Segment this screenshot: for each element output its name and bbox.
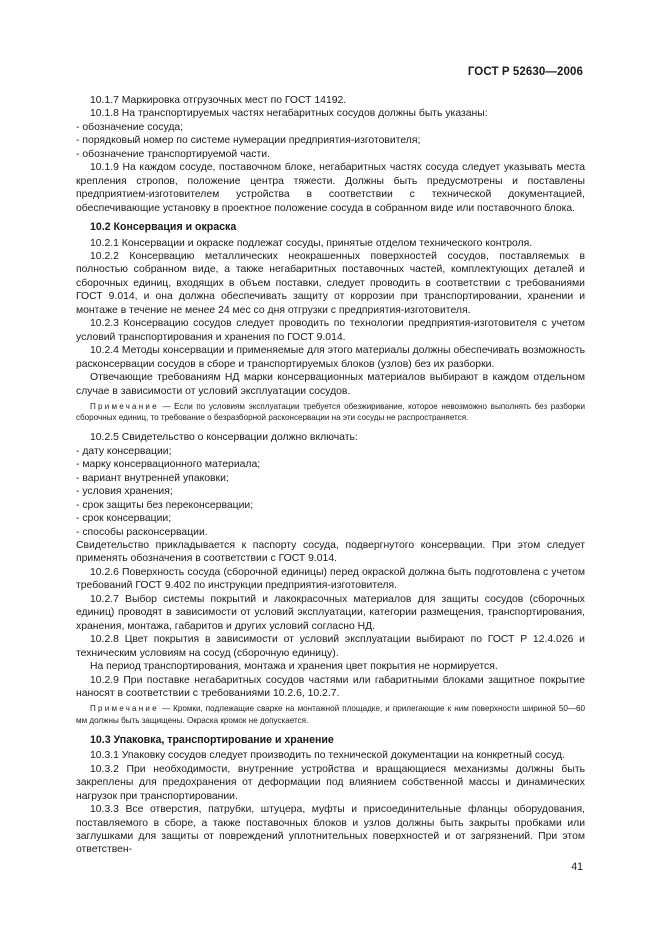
paragraph-10-2-4-cont: Отвечающие требованиям НД марки консервационных материалов выбирают в каждом отдельном случае в зависимости от условий эксплуатации сосудов. [76,372,585,397]
paragraph-10-2-3: 10.2.3 Консервацию сосудов следует проводить по технологии предприятия-изготовителя с учетом условий транспортирования и хранения по ГОСТ 9.014. [76,318,585,343]
note-text: — Кромки, подлежащие сварке на монтажной площадке, и прилегающие к ним поверхности шириной 50—60 мм должны быть защищены. Окраска кромок не допускается. [76,704,585,725]
list-item: - дату консервации; [76,445,172,457]
paragraph-10-3-2: 10.3.2 При необходимости, внутренние устройства и вращающиеся механизмы должны быть закреплены для предохранения от деформации под влиянием собственной массы и динамических нагрузок при транспортировании. [76,763,585,802]
list-item: - обозначение сосуда; [76,121,184,133]
paragraph-certificate: Свидетельство прикладывается к паспорту сосуда, подвергнутого консервации. При этом следует применять обозначения в соответствии с ГОСТ 9.014. [76,540,585,565]
list-item: - срок консервации; [76,513,172,525]
paragraph-10-2-2: 10.2.2 Консервацию металлических неокрашенных поверхностей сосудов, поставляемых в полностью собранном виде, а также негабаритных поставочных частей, комплектующих деталей и сборочных единиц, входящих в объем поставки, следует проводить в соответствии с требованиями ГОСТ 9.014, и она должна обеспечивать защиту от коррозии при транспортировании, хранении и монтаже в течение не менее 24 мес со дня отгрузки с предприятия-изготовителя. [76,250,585,316]
list-item: - срок защиты без переконсервации; [76,499,254,511]
paragraph-10-2-8-cont: На период транспортирования, монтажа и хранения цвет покрытия не нормируется. [90,661,498,673]
paragraph-10-1-9: 10.1.9 На каждом сосуде, поставочном блоке, негабаритных частях сосуда следует указывать места крепления стропов, положение центра тяжести. Должны быть предусмотрены и поставлены предприятием-изготовителем устройства в соответствии с технической документацией, обеспечивающие установку в проектное положение сосуда в собранном виде или поставочного блока. [76,162,585,214]
paragraph-10-2-6: 10.2.6 Поверхность сосуда (сборочной единицы) перед окраской должна быть подготовлена с учетом требований ГОСТ 9.402 по инструкции предприятия-изготовителя. [76,566,585,592]
note-label: Примечание [90,401,159,411]
section-heading-10-2: 10.2 Консервация и окраска [90,221,237,234]
list-item: - марку консервационного материала; [76,459,261,471]
paragraph-10-3-1: 10.3.1 Упаковку сосудов следует производить по технической документации на конкретный сосуд. [90,750,566,762]
paragraph-10-3-3: 10.3.3 Все отверстия, патрубки, штуцера, муфты и присоединительные фланцы оборудования, поставляемого в сборе, а также поставочных блоков и узлов должны быть закрыты пробками или заглушками для защиты от повреждений уплотнительных поверхностей и от загрязнений. При этом ответствен- [76,804,585,856]
paragraph-10-2-4: 10.2.4 Методы консервации и применяемые для этого материалы должны обеспечивать возможность расконсервации сосудов в сборе и транспортируемых блоков (узлов) без их разборки. [76,345,585,370]
section-heading-10-3: 10.3 Упаковка, транспортирование и хранение [90,733,334,746]
note-2 [76,703,585,725]
paragraph-10-2-8: 10.2.8 Цвет покрытия в зависимости от условий эксплуатации выбирают по ГОСТ Р 12.4.026 и техническим условиям на сосуд (сборочную единицу). [76,634,585,659]
list-item: - условия хранения; [76,486,173,498]
list-item: - способы расконсервации. [76,526,208,538]
list-item: - вариант внутренней упаковки; [76,472,229,484]
list-item: - порядковый номер по системе нумерации предприятия-изготовителя; [76,135,421,147]
paragraph-10-2-5: 10.2.5 Свидетельство о консервации должно включать: [90,432,358,444]
paragraph-10-1-7: 10.1.7 Маркировка отгрузочных мест по ГОСТ 14192. [90,95,347,106]
list-item: - обозначение транспортируемой части. [76,148,270,160]
paragraph-10-2-9: 10.2.9 При поставке негабаритных сосудов частями или габаритными блоками защитное покрытие наносят в соответствии с требованиями 10.2.6, 10.2.7. [76,674,585,699]
note-text: — Если по условиям эксплуатации требуется обезжиривание, которое невозможно выполнять без разборки сборочных единиц, то требование о безразборной расконсервации на эти сосуды не распространяется. [76,401,585,423]
page-content [76,94,585,857]
note-label: Примечание [90,704,159,714]
paragraph-10-2-1: 10.2.1 Консервации и окраске подлежат сосуды, принятые отделом технического контроля. [90,237,533,249]
note-1 [76,401,585,423]
paragraph-10-1-8: 10.1.8 На транспортируемых частях негабаритных сосудов должны быть указаны: [90,108,488,120]
page-number: 41 [571,861,583,873]
standard-header: ГОСТ Р 52630—2006 [467,66,583,78]
paragraph-10-2-7: 10.2.7 Выбор системы покрытий и лакокрасочных материалов для защиты сосудов (сборочных единиц) проводят в зависимости от условий эксплуатации, категории размещения, транспортирования, хранения, монтажа, габаритов и других условий согласно НД. [76,593,585,632]
